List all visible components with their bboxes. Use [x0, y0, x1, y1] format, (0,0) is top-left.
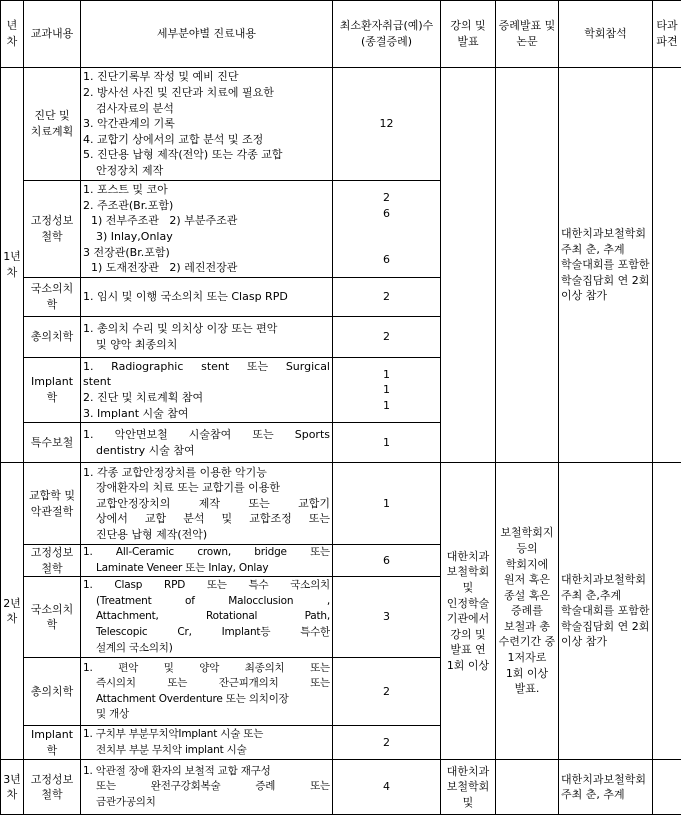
year3-case-report: [496, 760, 559, 815]
detail-cell: 1. 임시 및 이행 국소의치 또는 Clasp RPD: [81, 278, 333, 317]
year1-row-diagnosis: [1, 68, 681, 181]
header-lecture: 강의 및 발표: [441, 1, 496, 68]
count-cell: 2 6 6: [333, 181, 441, 278]
year1-society: 대한치과보철학회 주최 춘, 추계 학술대회를 포함한 학술집담회 연 2회 이상 참가: [559, 68, 653, 463]
course-cell: Implant학: [24, 726, 81, 760]
count-cell: 2: [333, 658, 441, 726]
detail-cell: 1. All-Ceramic crown, bridge 또는 Laminate Veneer 또는 Inlay, Onlay: [81, 545, 333, 577]
header-dispatch: 타과파견: [653, 1, 681, 68]
detail-cell: 1. 악안면보철 시술참여 또는 Sports dentistry 시술 참여: [81, 423, 333, 463]
count-cell: 2: [333, 317, 441, 358]
year3-dispatch: [653, 760, 681, 815]
count-cell: 1: [333, 423, 441, 463]
course-cell: 총의치학: [24, 658, 81, 726]
detail-cell: 1. 진단기록부 작성 및 예비 진단 2. 방사선 사진 및 진단과 치료에 필요한 검사자료의 분석 3. 악간관계의 기록 4. 교합기 상에서의 교합 분석 및 조정 5. 진단용 납형 제작(전악) 또는 각종 교합 안정장치 제작: [81, 68, 333, 181]
year2-row-occlusion: [1, 463, 681, 545]
year2-label: 2년차: [1, 463, 24, 760]
course-cell: 특수보철: [24, 423, 81, 463]
count-cell: 1 1 1: [333, 358, 441, 423]
count-cell: 6: [333, 545, 441, 577]
course-cell: 고정성보철학: [24, 181, 81, 278]
count-cell: 3: [333, 577, 441, 658]
detail-cell: 1. 포스트 및 코아 2. 주조관(Br.포함) 1) 전부주조관 2) 부분주조관 3) Inlay,Onlay 3 전장관(Br.포함) 1) 도재전장관 2) 레진전장관: [81, 181, 333, 278]
detail-cell: 1. Clasp RPD 또는 특수 국소의치 (Treatment of Malocclusion , Attachment, Rotational Path, Telescopic Cr, Implant등 특수한 설계의 국소의치): [81, 577, 333, 658]
course-cell: 총의치학: [24, 317, 81, 358]
course-cell: 국소의치학: [24, 577, 81, 658]
header-min-cases: 최소환자취급(예)수(종결증례): [333, 1, 441, 68]
course-cell: 고정성보철학: [24, 760, 81, 815]
detail-cell: 1. Radiographic stent 또는 Surgical stent 2. 진단 및 치료계획 참여 3. Implant 시술 참여: [81, 358, 333, 423]
header-row: [1, 1, 681, 68]
year2-dispatch: [653, 463, 681, 760]
count-cell: 2: [333, 278, 441, 317]
header-detail: 세부분야별 진료내용: [81, 1, 333, 68]
header-year: 년차: [1, 1, 24, 68]
count-cell: 1: [333, 463, 441, 545]
course-cell: 교합학 및 악관절학: [24, 463, 81, 545]
year3-label: 3년차: [1, 760, 24, 815]
detail-cell: 1. 편악 및 양악 최종의치 또는 즉시의치 또는 잔근피개의치 또는 Attachment Overdenture 또는 의치이장 및 개상: [81, 658, 333, 726]
course-cell: 진단 및 치료계획: [24, 68, 81, 181]
course-cell: 국소의치학: [24, 278, 81, 317]
header-course: 교과내용: [24, 1, 81, 68]
detail-cell: 1. 구치부 부분무치악Implant 시술 또는 전치부 부분 무치악 implant 시술: [81, 726, 333, 760]
year3-lecture: 대한치과보철학회 및: [441, 760, 496, 815]
year1-lecture: [441, 68, 496, 463]
year3-row-fixed: [1, 760, 681, 815]
year2-society: 대한치과보철학회 주최 춘,추계 학술대회를 포함한 학술집담회 연 2회 이상 참가: [559, 463, 653, 760]
count-cell: 12: [333, 68, 441, 181]
year1-dispatch: [653, 68, 681, 463]
year3-society: 대한치과보철학회 주최 춘, 추계: [559, 760, 653, 815]
year1-case-report: [496, 68, 559, 463]
detail-cell: 1. 각종 교합안정장치를 이용한 악기능 장애환자의 치료 또는 교합기를 이용한 교합안정장치의 제작 또는 교합기 상에서 교합 분석 및 교합조정 또는 진단용 납형 제작(전악): [81, 463, 333, 545]
header-case-report: 증례발표 및 논문: [496, 1, 559, 68]
year1-label: 1년차: [1, 68, 24, 463]
count-cell: 4: [333, 760, 441, 815]
count-cell: 2: [333, 726, 441, 760]
course-cell: 고정성보철학: [24, 545, 81, 577]
detail-cell: 1. 총의치 수리 및 의치상 이장 또는 편악 및 양악 최종의치: [81, 317, 333, 358]
detail-cell: 1. 악관절 장애 환자의 보철적 교합 재구성 또는 완전구강회복술 증례 또는 금관가공의치: [81, 760, 333, 815]
year2-case-report: 보철학회지 등의 학회지에 원저 혹은 종설 혹은 증례를 보철과 총 수련기간 중 1저자로 1회 이상 발표.: [496, 463, 559, 760]
course-cell: Implant학: [24, 358, 81, 423]
year2-lecture: 대한치과보철학회 및 인정학술기관에서 강의 및 발표 연 1회 이상: [441, 463, 496, 760]
header-society: 학회참석: [559, 1, 653, 68]
